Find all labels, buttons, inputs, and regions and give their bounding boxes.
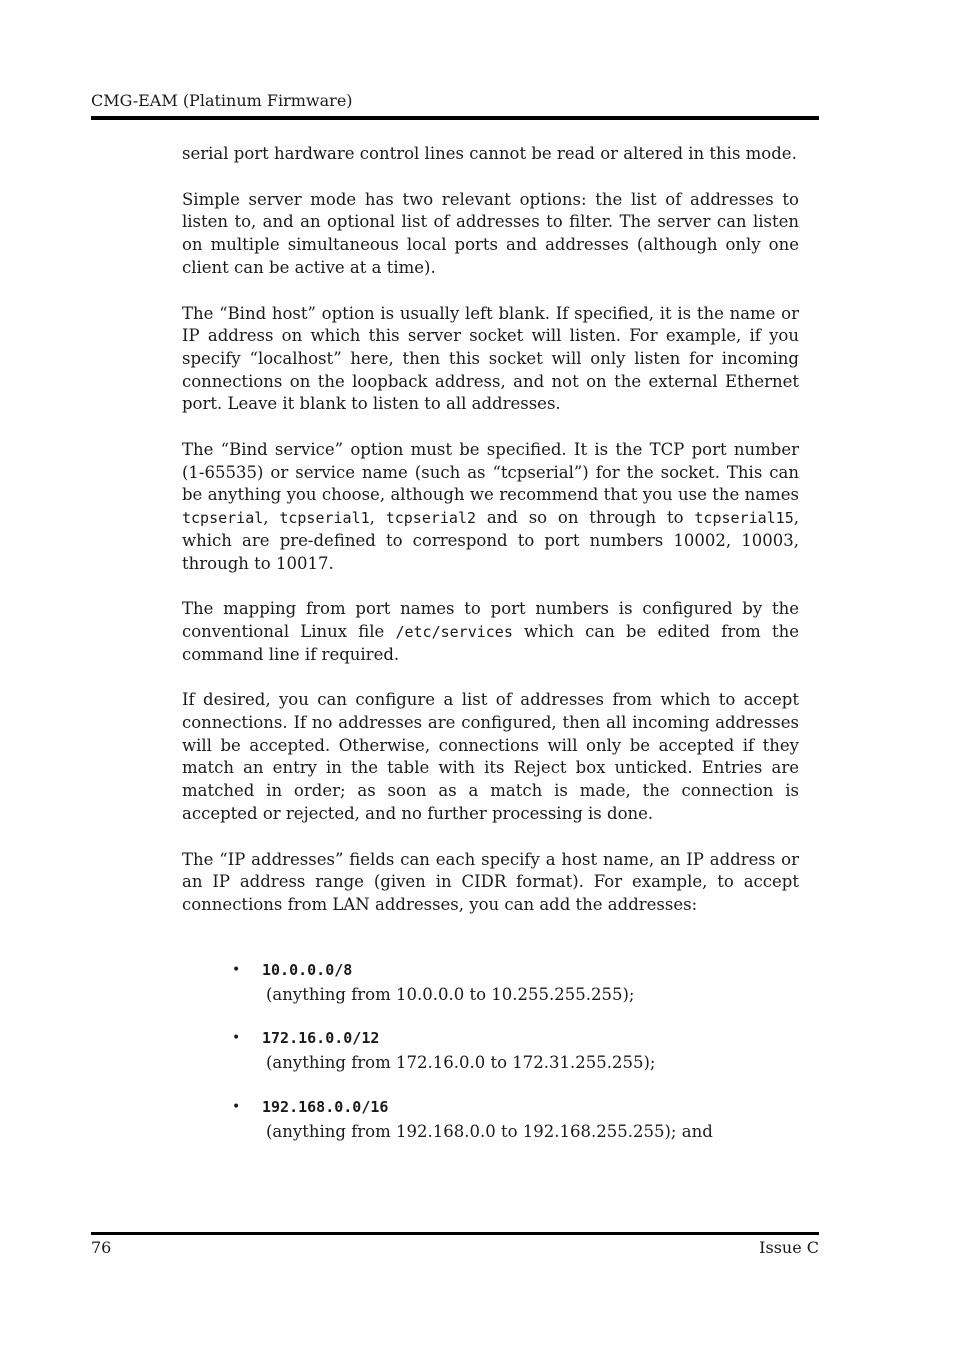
text-run: , xyxy=(263,508,280,528)
bullet-marker: • xyxy=(232,1030,241,1046)
text-run: , which are pre-defined to correspond to port numbers 10002, 10003, through to 10017. xyxy=(182,508,799,573)
bullet-marker: • xyxy=(232,962,241,978)
paragraph: Simple server mode has two relevant options: the list of addresses to listen to, and an optional list of addresses to filter. The server can listen on multiple simultaneous local ports and addresses (although only one client can be active at a time). xyxy=(182,189,799,277)
running-header: CMG-EAM (Platinum Firmware) xyxy=(91,91,353,110)
paragraph xyxy=(182,598,799,666)
paragraph: The “Bind host” option is usually left blank. If specified, it is the name or IP address on which this server socket will listen. For example, if you specify “localhost” here, then this socket will only listen for incoming connections on the loopback address, and not on the external Ethernet port. Leave it blank to listen to all addresses. xyxy=(182,303,799,414)
address-description: (anything from 172.16.0.0 to 172.31.255.255); xyxy=(266,1053,656,1072)
bullet-marker: • xyxy=(232,1099,241,1115)
text-run: and so on through to xyxy=(476,508,695,528)
code-etc-services: /etc/services xyxy=(395,622,513,641)
list-item xyxy=(182,1095,799,1145)
paragraph xyxy=(182,439,799,575)
header-rule xyxy=(91,116,819,120)
paragraph: If desired, you can configure a list of addresses from which to accept connections. If no addresses are configured, then all incoming addresses will be accepted. Otherwise, connections will only be accepted if they match an entry in the table with its Reject box unticked. Entries are matched in order; as soon as a match is made, the connection is accepted or rejected, and no further processing is done. xyxy=(182,690,799,823)
paragraph: The “IP addresses” fields can each specify a host name, an IP address or an IP address range (given in CIDR format). For example, to accept connections from LAN addresses, you can add the addresses: xyxy=(182,849,799,914)
text-run: , xyxy=(369,508,386,528)
footer-rule xyxy=(91,1232,819,1235)
cidr-address: 192.168.0.0/16 xyxy=(262,1098,389,1116)
address-description: (anything from 10.0.0.0 to 10.255.255.255); xyxy=(266,985,635,1004)
page-number: 76 xyxy=(91,1238,112,1257)
text-run: which can be edited from the command line if required. xyxy=(182,621,800,664)
paragraph: serial port hardware control lines cannot be read or altered in this mode. xyxy=(182,144,797,163)
cidr-address: 10.0.0.0/8 xyxy=(262,961,353,979)
code-tcpserial: tcpserial xyxy=(182,509,264,528)
list-item xyxy=(182,1026,799,1076)
body-text xyxy=(182,143,799,940)
text-run: The mapping from port names to port numbers is configured by the conventional Linux file xyxy=(182,599,799,641)
list-item xyxy=(182,958,799,1008)
text-run: The “Bind service” option must be specified. It is the TCP port number (1-65535) or service name (such as “tcpserial”) for the socket. This can be anything you choose, although we recommend that you use the names xyxy=(182,440,799,505)
issue-label: Issue C xyxy=(759,1238,819,1257)
code-tcpserial1: tcpserial1 xyxy=(279,509,370,528)
code-tcpserial2: tcpserial2 xyxy=(385,509,477,528)
code-tcpserial15: tcpserial15 xyxy=(694,509,794,528)
address-description: (anything from 192.168.0.0 to 192.168.255.255); and xyxy=(266,1122,713,1141)
cidr-address: 172.16.0.0/12 xyxy=(262,1029,380,1047)
